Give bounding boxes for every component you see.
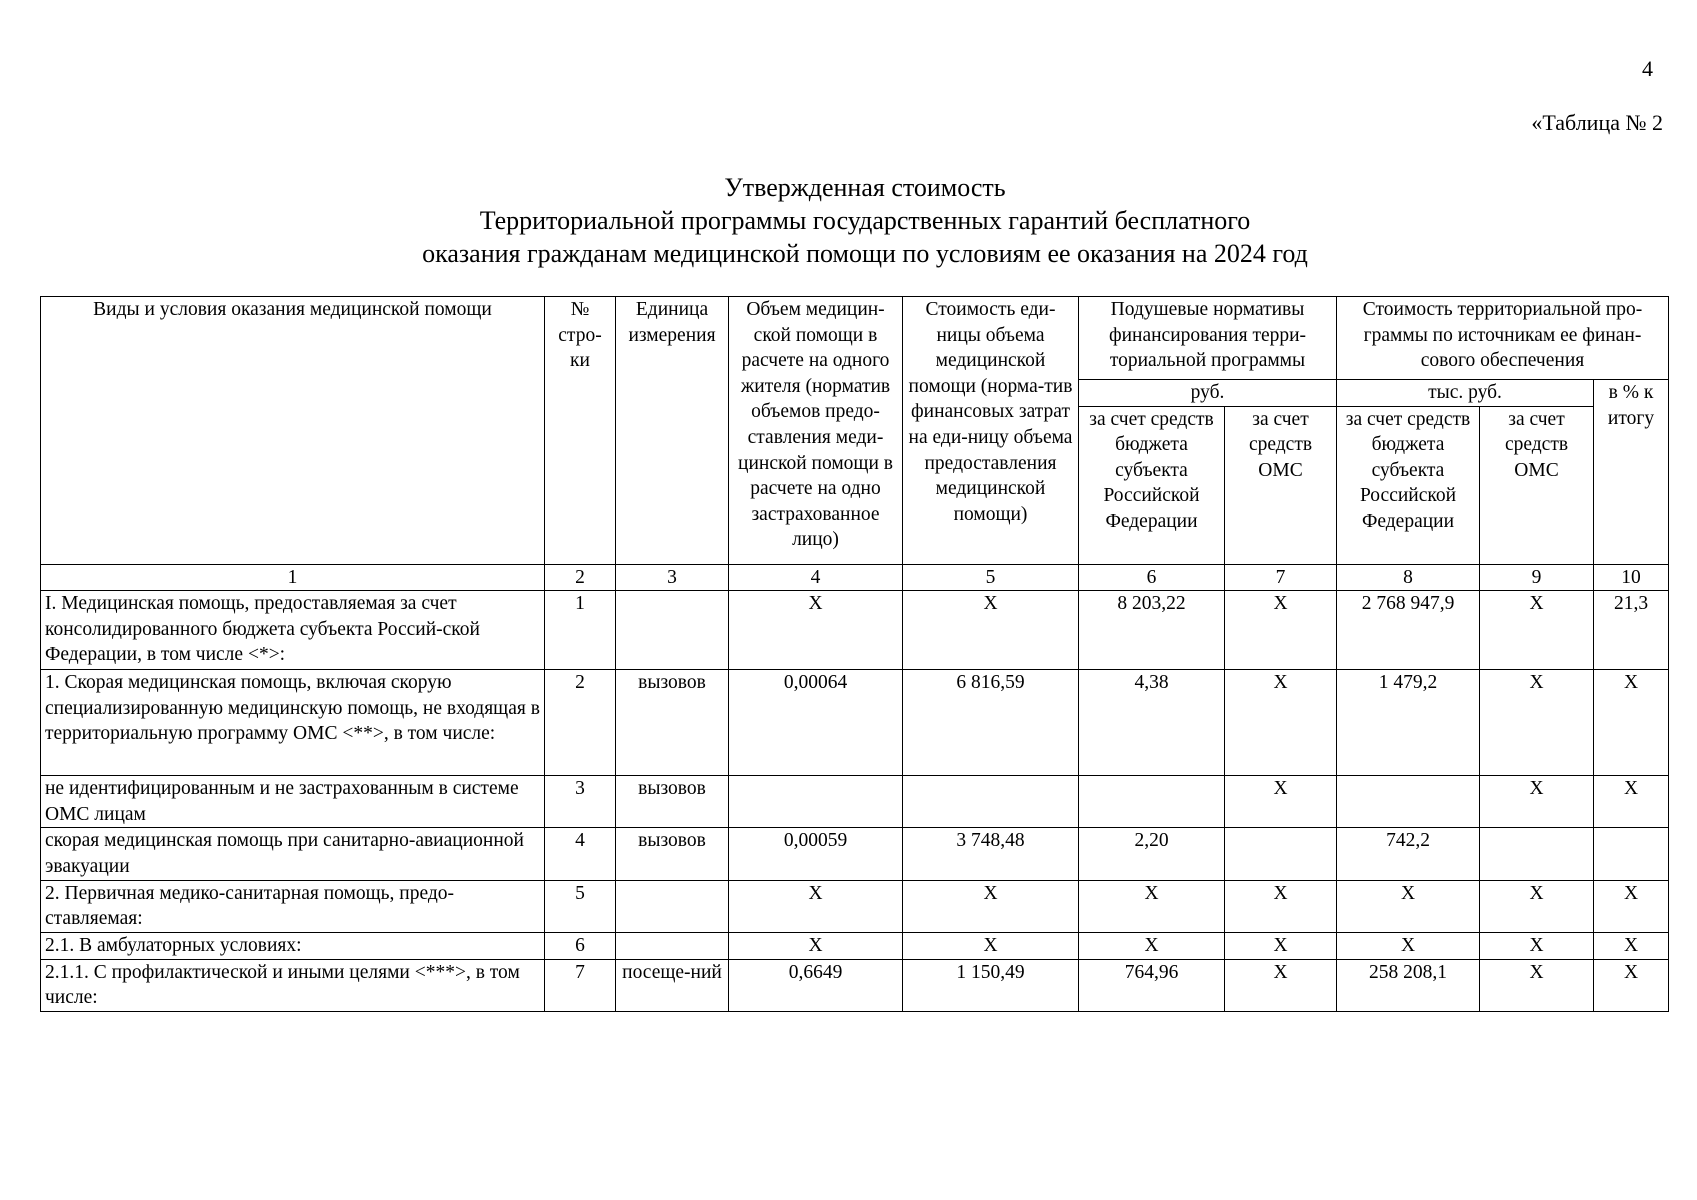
row-cost-oms: X	[1480, 880, 1594, 932]
row-cost-budget: 2 768 947,9	[1337, 591, 1480, 670]
title-line-2: Территориальной программы государственных гарантий бесплатного	[479, 206, 1251, 235]
row-number: 4	[545, 828, 616, 880]
table-row	[41, 959, 1669, 1011]
page-number: 4	[1642, 56, 1653, 81]
row-pc-oms: X	[1225, 880, 1337, 932]
row-cost-oms: X	[1480, 670, 1594, 776]
row-unit	[616, 932, 729, 959]
row-percent	[1594, 828, 1669, 880]
column-number: 1	[41, 564, 545, 591]
row-pc-budget	[1079, 776, 1225, 828]
column-number: 9	[1480, 564, 1594, 591]
row-cost-budget: X	[1337, 932, 1480, 959]
row-unit-cost	[903, 776, 1079, 828]
cost-table	[40, 296, 1669, 1012]
title-line-1: Утвержденная стоимость	[724, 173, 1006, 202]
row-number: 3	[545, 776, 616, 828]
row-volume: 0,00064	[729, 670, 903, 776]
header-row-no: № стро-ки	[545, 297, 616, 565]
column-number: 4	[729, 564, 903, 591]
row-name: I. Медицинская помощь, предоставляемая за счет консолидированного бюджета субъекта Россий-ской Федерации, в том числе <*>:	[41, 591, 545, 670]
row-pc-budget: X	[1079, 880, 1225, 932]
header-pc-budget: за счет средств бюджета субъекта Российской Федерации	[1079, 406, 1225, 564]
row-name: 1. Скорая медицинская помощь, включая скорую специализированную медицинскую помощь, не входящая в территориальную программу ОМС <**>, в том числе:	[41, 670, 545, 776]
row-number: 2	[545, 670, 616, 776]
row-pc-budget: X	[1079, 932, 1225, 959]
row-number: 1	[545, 591, 616, 670]
column-number: 7	[1225, 564, 1337, 591]
row-volume: X	[729, 932, 903, 959]
table-row	[41, 932, 1669, 959]
row-unit: вызовов	[616, 776, 729, 828]
row-name: не идентифицированным и не застрахованным в системе ОМС лицам	[41, 776, 545, 828]
row-name: 2. Первичная медико-санитарная помощь, предо-ставляемая:	[41, 880, 545, 932]
row-pc-oms: X	[1225, 932, 1337, 959]
header-row-1	[41, 297, 1669, 380]
row-volume	[729, 776, 903, 828]
row-cost-oms: X	[1480, 959, 1594, 1011]
header-kinds: Виды и условия оказания медицинской помощи	[41, 297, 545, 565]
table-row	[41, 670, 1669, 776]
row-volume: 0,6649	[729, 959, 903, 1011]
row-pc-budget: 8 203,22	[1079, 591, 1225, 670]
header-unit-cost: Стоимость еди-ницы объема медицинской помощи (норма-тив финансовых затрат на еди-ницу объема предоставления медицинской помощи)	[903, 297, 1079, 565]
row-unit-cost: 6 816,59	[903, 670, 1079, 776]
header-cost-group: Стоимость территориальной про-граммы по источникам ее финан-сового обеспечения	[1337, 297, 1669, 380]
row-pc-oms	[1225, 828, 1337, 880]
row-cost-budget: 1 479,2	[1337, 670, 1480, 776]
row-volume: X	[729, 591, 903, 670]
row-unit	[616, 880, 729, 932]
header-volume: Объем медицин-ской помощи в расчете на одного жителя (норматив объемов предо-ставления меди-цинской помощи в расчете на одно застрахованное лицо)	[729, 297, 903, 565]
row-percent: 21,3	[1594, 591, 1669, 670]
header-cost-oms: за счет средств ОМС	[1480, 406, 1594, 564]
column-number: 6	[1079, 564, 1225, 591]
row-unit-cost: 3 748,48	[903, 828, 1079, 880]
column-number: 2	[545, 564, 616, 591]
column-number: 5	[903, 564, 1079, 591]
row-volume: X	[729, 880, 903, 932]
row-pc-budget: 2,20	[1079, 828, 1225, 880]
table-row	[41, 776, 1669, 828]
column-number: 8	[1337, 564, 1480, 591]
table-label: «Таблица № 2	[1531, 110, 1663, 135]
row-unit: вызовов	[616, 828, 729, 880]
row-cost-budget: X	[1337, 880, 1480, 932]
header-unit: Единица измерения	[616, 297, 729, 565]
row-percent: X	[1594, 776, 1669, 828]
row-cost-budget	[1337, 776, 1480, 828]
row-pc-budget: 4,38	[1079, 670, 1225, 776]
table-row	[41, 828, 1669, 880]
column-number: 10	[1594, 564, 1669, 591]
row-percent: X	[1594, 959, 1669, 1011]
row-percent: X	[1594, 932, 1669, 959]
row-name: скорая медицинская помощь при санитарно-авиационной эвакуации	[41, 828, 545, 880]
header-unit-rub: руб.	[1079, 380, 1337, 407]
header-cost-budget: за счет средств бюджета субъекта Российской Федерации	[1337, 406, 1480, 564]
row-cost-oms: X	[1480, 591, 1594, 670]
row-pc-budget: 764,96	[1079, 959, 1225, 1011]
document-title	[0, 171, 1697, 270]
row-unit-cost: 1 150,49	[903, 959, 1079, 1011]
row-pc-oms: X	[1225, 591, 1337, 670]
table-row	[41, 880, 1669, 932]
title-line-3: оказания гражданам медицинской помощи по условиям ее оказания на 2024 год	[422, 239, 1308, 268]
row-unit	[616, 591, 729, 670]
column-number: 3	[616, 564, 729, 591]
row-pc-oms: X	[1225, 670, 1337, 776]
header-percent: в % к итогу	[1594, 380, 1669, 565]
header-pc-oms: за счет средств ОМС	[1225, 406, 1337, 564]
row-unit: вызовов	[616, 670, 729, 776]
header-per-capita-group: Подушевые нормативы финансирования терри-ториальной программы	[1079, 297, 1337, 380]
table-row	[41, 591, 1669, 670]
row-percent: X	[1594, 880, 1669, 932]
row-cost-budget: 258 208,1	[1337, 959, 1480, 1011]
row-unit-cost: X	[903, 880, 1079, 932]
row-unit: посеще-ний	[616, 959, 729, 1011]
row-name: 2.1.1. С профилактической и иными целями <***>, в том числе:	[41, 959, 545, 1011]
row-pc-oms: X	[1225, 776, 1337, 828]
row-unit-cost: X	[903, 591, 1079, 670]
row-volume: 0,00059	[729, 828, 903, 880]
row-cost-budget: 742,2	[1337, 828, 1480, 880]
row-cost-oms: X	[1480, 776, 1594, 828]
row-pc-oms: X	[1225, 959, 1337, 1011]
row-cost-oms	[1480, 828, 1594, 880]
row-name: 2.1. В амбулаторных условиях:	[41, 932, 545, 959]
row-cost-oms: X	[1480, 932, 1594, 959]
header-unit-thousand-rub: тыс. руб.	[1337, 380, 1594, 407]
row-number: 7	[545, 959, 616, 1011]
row-number: 5	[545, 880, 616, 932]
column-number-row	[41, 564, 1669, 591]
row-unit-cost: X	[903, 932, 1079, 959]
row-number: 6	[545, 932, 616, 959]
row-percent: X	[1594, 670, 1669, 776]
